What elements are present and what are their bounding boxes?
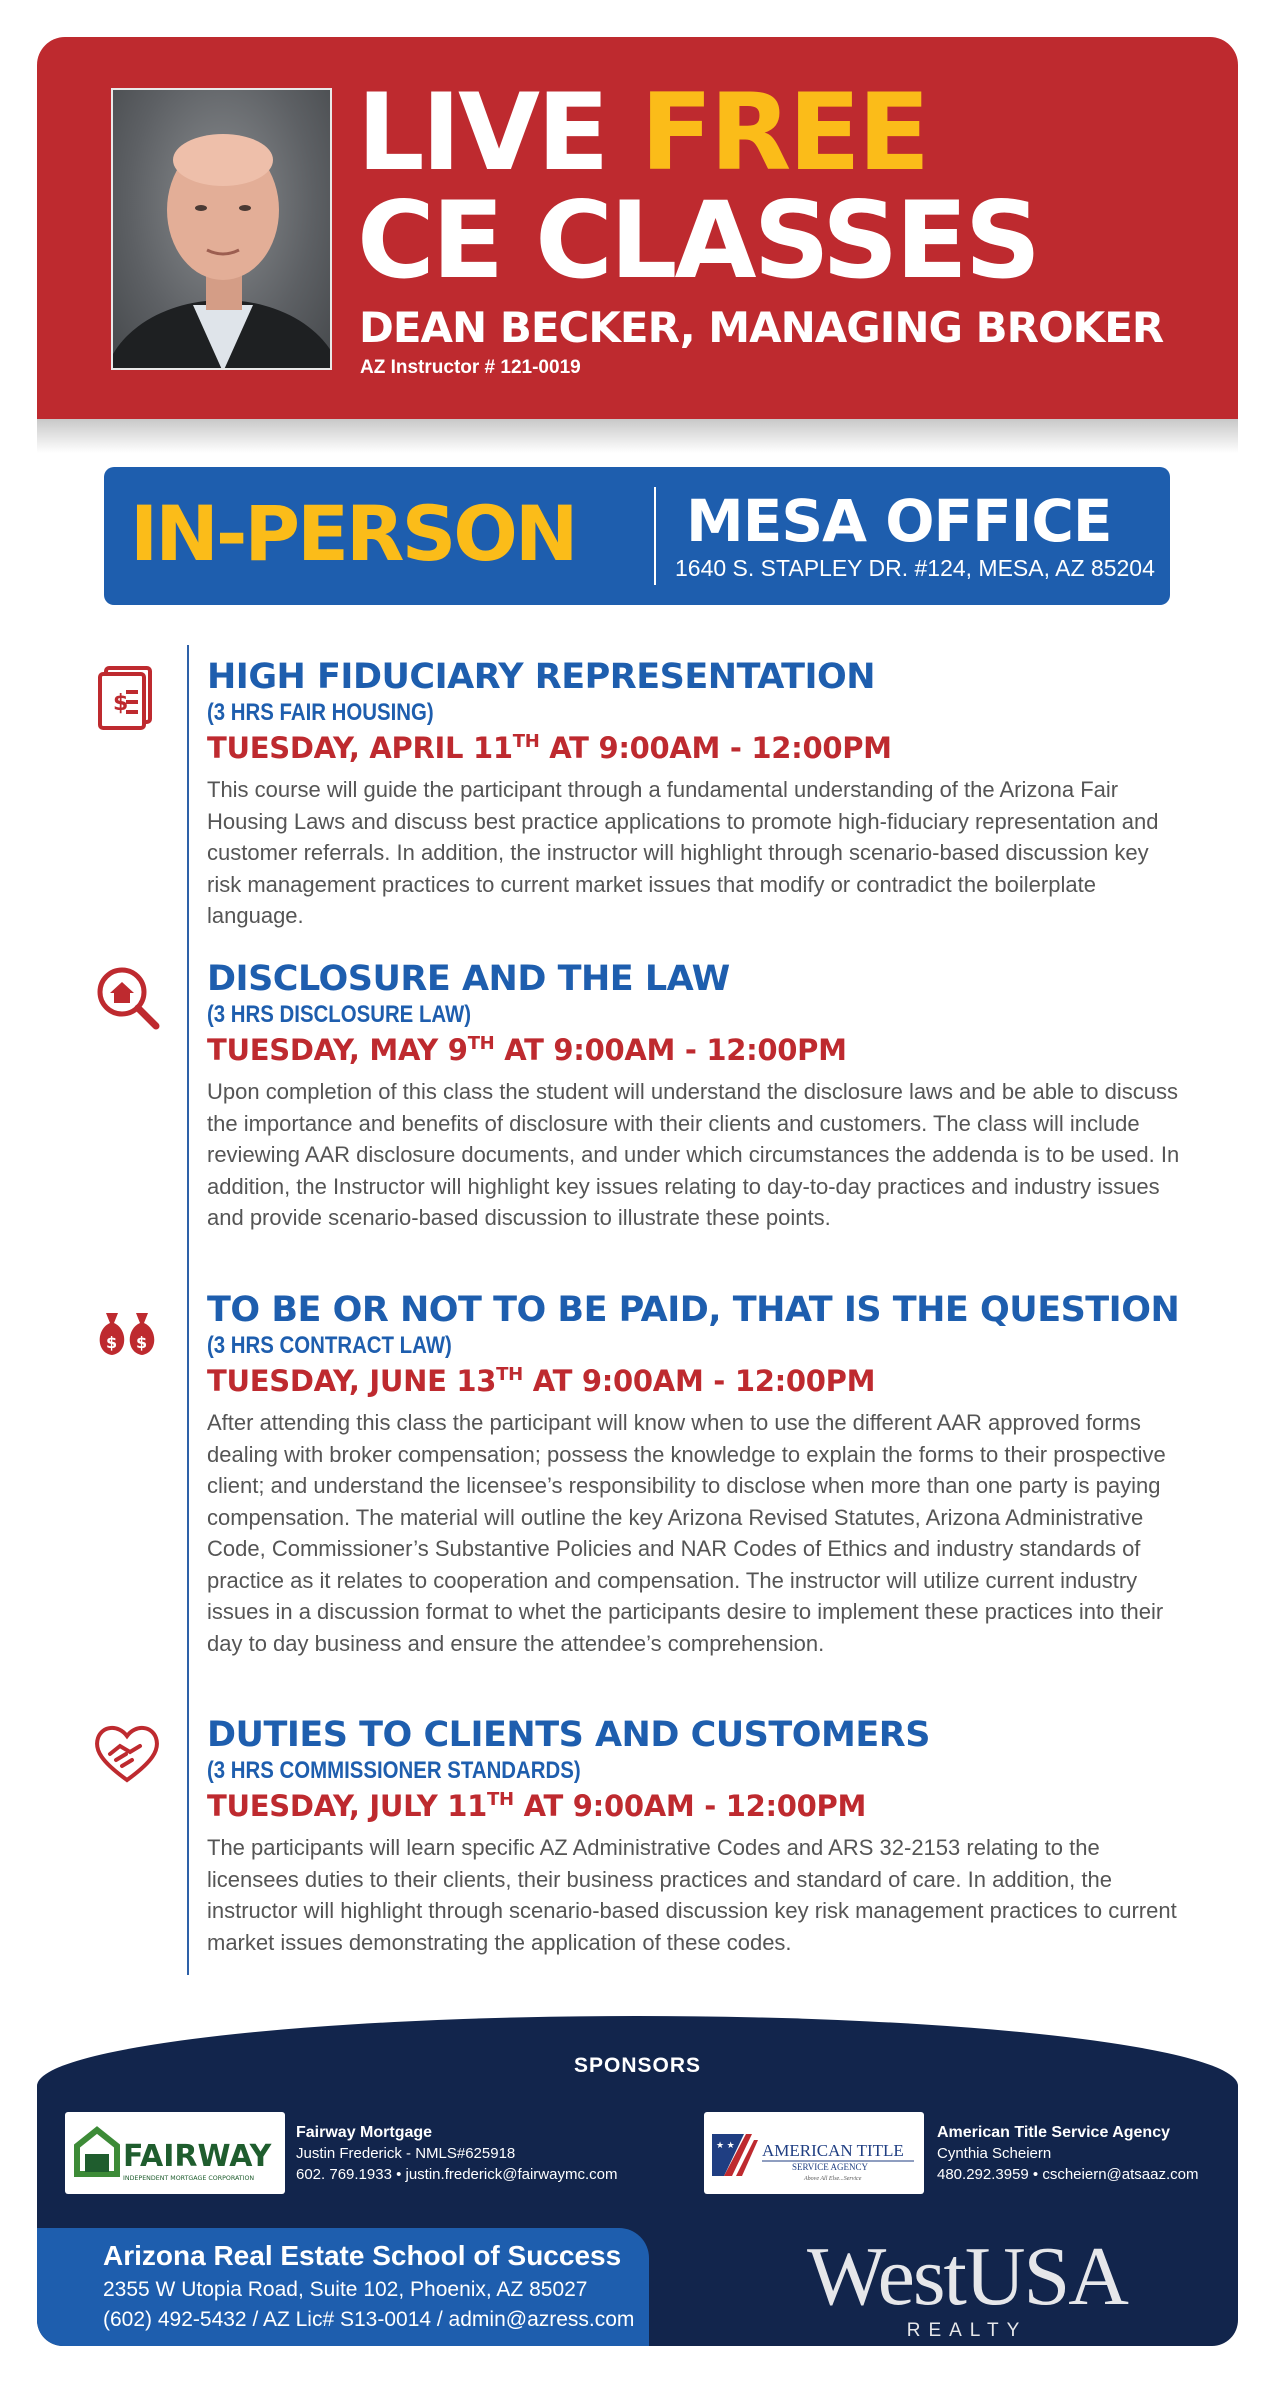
westusa-logo-text: WestUSA [807, 2236, 1127, 2323]
timeline-line [187, 645, 189, 1975]
course-credit: (3 HRS CONTRACT LAW) [207, 1332, 452, 1359]
school-contact: (602) 492-5432 / AZ Lic# S13-0014 / admin@azress.com [103, 2308, 635, 2331]
sponsor-fairway [296, 2122, 617, 2185]
course-date: TUESDAY, MAY 9TH AT 9:00AM - 12:00PM [207, 1033, 847, 1067]
broker-name: DEAN BECKER, MANAGING BROKER [359, 303, 1164, 352]
course-description: The participants will learn specific AZ Administrative Codes and ARS 32-2153 relating to the licensees duties to their clients, their business practices and standard of care. In addition, the instructor will highlight through scenario-based discussion key risk management practices to current market issues demonstrating the application of these codes. [207, 1835, 1177, 1955]
bar-divider [654, 487, 656, 585]
office-address: 1640 S. STAPLEY DR. #124, MESA, AZ 85204 [675, 555, 1155, 581]
american-title-logo [704, 2112, 924, 2194]
sponsor-contact: Justin Frederick - NMLS#625918 [296, 2145, 516, 2162]
course-4 [207, 1714, 1182, 1958]
course-2 [207, 958, 1182, 1234]
instructor-number: AZ Instructor # 121-0019 [360, 357, 581, 378]
sponsor-contact: Cynthia Scheiern [937, 2145, 1052, 2162]
sponsor-name: American Title Service Agency [937, 2124, 1170, 2141]
headline-live: LIVE [357, 71, 607, 194]
sponsor-phone-email: 602. 769.1933 • justin.frederick@fairwaymc.com [296, 2166, 618, 2183]
american-title-logo-text-2: SERVICE AGENCY [792, 2162, 869, 2172]
header-banner [37, 37, 1238, 419]
american-title-logo-tagline: Above All Else...Service [804, 2176, 862, 2182]
westusa-logo [757, 2236, 1177, 2346]
sponsors-footer [37, 2016, 1238, 2346]
course-date: TUESDAY, JULY 11TH AT 9:00AM - 12:00PM [207, 1789, 867, 1823]
money-bags-icon [92, 1293, 162, 1363]
headline-line2: CE CLASSES [357, 179, 1039, 302]
headline-free: FREE [640, 71, 928, 194]
course-date: TUESDAY, APRIL 11TH AT 9:00AM - 12:00PM [207, 731, 892, 765]
office-name: MESA OFFICE [686, 487, 1112, 555]
course-description: This course will guide the participant through a fundamental understanding of the Arizona Fair Housing Laws and discuss best practice applications to promote high-fiduciary representation and customer referrals. In addition, the instructor will highlight through scenario-based discussion key risk management practices to current market issues that modify or contradict the boilerplate language. [207, 777, 1159, 928]
school-info [37, 2228, 649, 2346]
house-search-icon [92, 962, 162, 1032]
sponsors-title: SPONSORS [573, 2054, 702, 2077]
fairway-logo-tagline: INDEPENDENT MORTGAGE CORPORATION [123, 2175, 255, 2182]
course-title: HIGH FIDUCIARY REPRESENTATION [207, 657, 876, 697]
course-title: DUTIES TO CLIENTS AND CUSTOMERS [207, 1715, 930, 1755]
sponsor-phone-email: 480.292.3959 • cscheiern@atsaaz.com [937, 2166, 1199, 2183]
class-mode: IN-PERSON [130, 489, 576, 578]
svg-text:★ ★: ★ ★ [716, 2140, 735, 2150]
course-title: DISCLOSURE AND THE LAW [207, 959, 730, 999]
westusa-logo-sub: REALTY [906, 2320, 1028, 2341]
svg-text:$: $ [106, 1333, 118, 1352]
course-credit: (3 HRS FAIR HOUSING) [207, 699, 434, 726]
svg-text:$: $ [113, 691, 129, 716]
course-credit: (3 HRS DISCLOSURE LAW) [207, 1001, 472, 1028]
school-name: Arizona Real Estate School of Success [103, 2240, 622, 2271]
course-date: TUESDAY, JUNE 13TH AT 9:00AM - 12:00PM [207, 1364, 876, 1398]
course-description: Upon completion of this class the student will understand the disclosure laws and be able to discuss the importance and benefits of disclosure with their clients and customers. The class will include reviewing AAR disclosure documents, and under which circumstances the addenda is to be used. In addition, the Instructor will highlight key issues relating to day-to-day practices and industry issues and provide scenario-based discussion to illustrate these points. [207, 1079, 1180, 1230]
document-dollar-icon [92, 660, 162, 730]
instructor-photo [111, 88, 332, 370]
course-title: TO BE OR NOT TO BE PAID, THAT IS THE QUESTION [207, 1290, 1180, 1330]
headline [357, 71, 1237, 302]
course-description: After attending this class the participant will know when to use the different AAR approved forms dealing with broker compensation; possess the knowledge to explain the forms to their prospective client; and understand the licensee’s responsibility to disclose when more than one party is paying compensation. The material will outline the key Arizona Revised Statutes, Arizona Administrative Code, Commissioner’s Substantive Policies and NAR Codes of Ethics and industry standards of practice as it relates to cooperation and compensation. The instructor will utilize current industry issues in a discussion format to whet the participants desire to implement these practices into their day to day business and ensure the attendee’s comprehension. [207, 1410, 1166, 1656]
school-address: 2355 W Utopia Road, Suite 102, Phoenix, AZ 85027 [103, 2278, 588, 2301]
svg-text:$: $ [136, 1333, 148, 1352]
sponsor-name: Fairway Mortgage [296, 2124, 433, 2141]
handshake-heart-icon [92, 1718, 162, 1788]
fairway-logo [65, 2112, 285, 2194]
header-shadow [37, 419, 1238, 453]
fairway-logo-text: FAIRWAY [123, 2139, 272, 2174]
course-credit: (3 HRS COMMISSIONER STANDARDS) [207, 1757, 581, 1784]
american-title-logo-text: AMERICAN TITLE [762, 2141, 904, 2160]
location-bar [104, 467, 1170, 605]
course-1 [207, 656, 1182, 932]
sponsor-american-title [937, 2122, 1198, 2185]
course-3 [207, 1289, 1182, 1659]
